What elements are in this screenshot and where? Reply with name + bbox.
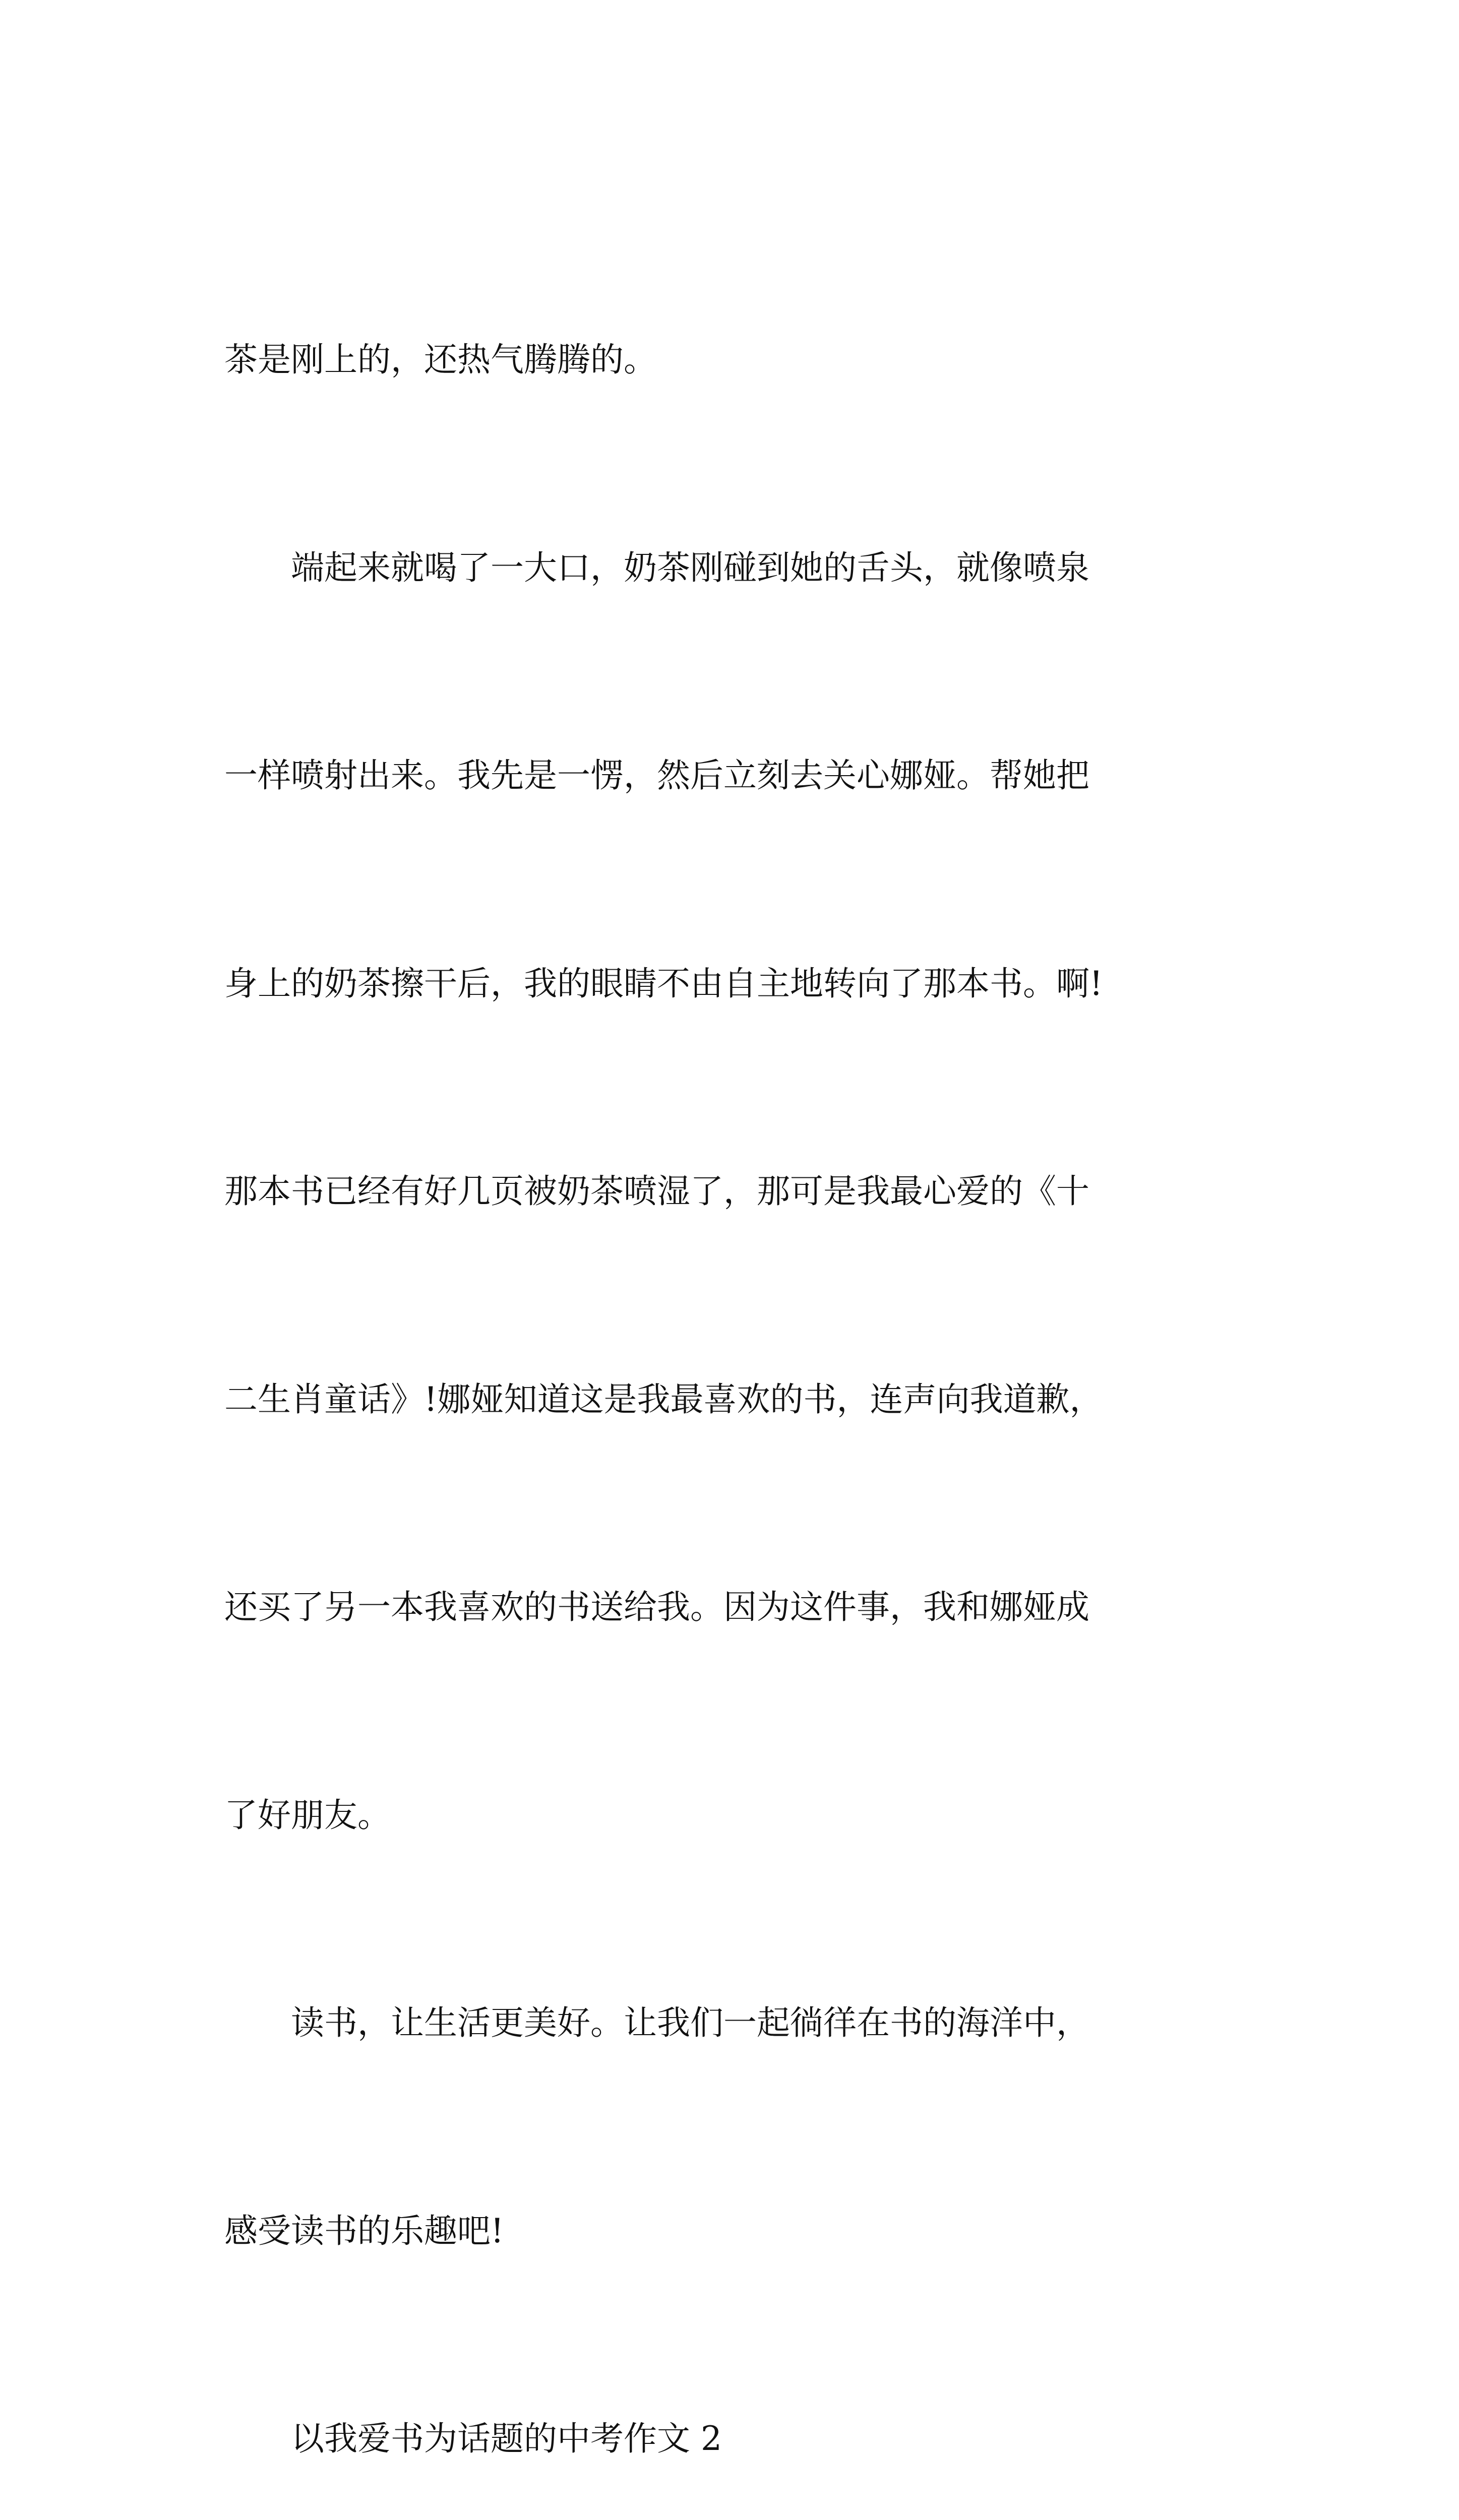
essay-title: 以我爱书为话题的中考作文 2 <box>224 2419 722 2458</box>
text-line: 茶是刚上的，还热气腾腾的。 <box>224 340 657 379</box>
text-line: 端起来就喝了一大口，奶茶刚碰到她的舌头，就像喷泉 <box>224 548 1089 587</box>
text-line: 感受读书的乐趣吧! <box>224 2211 504 2250</box>
text-line: 一样喷射出来。我先是一愣，然后立刻去关心娜娅。帮她把 <box>224 756 1089 795</box>
text-line: 身上的奶茶擦干后，我的眼睛不由自主地转向了那本书。啊! <box>224 964 1103 1003</box>
text-line: 读书，让生活更美好。让我们一起徜徉在书的海洋中， <box>224 2003 1089 2042</box>
text-line: 那本书已经有好几页被奶茶喷湿了，那可是我最心爱的《十 <box>224 1172 1089 1211</box>
text-line: 二生肖童话》!娜娅知道这是我最喜欢的书，连声向我道歉， <box>224 1379 1103 1419</box>
text-line: 了好朋友。 <box>224 1795 391 1835</box>
document-body <box>224 186 1283 2520</box>
text-line: 还买了另一本我喜欢的书送给我。因为这件事，我和娜娅成 <box>224 1588 1089 1626</box>
